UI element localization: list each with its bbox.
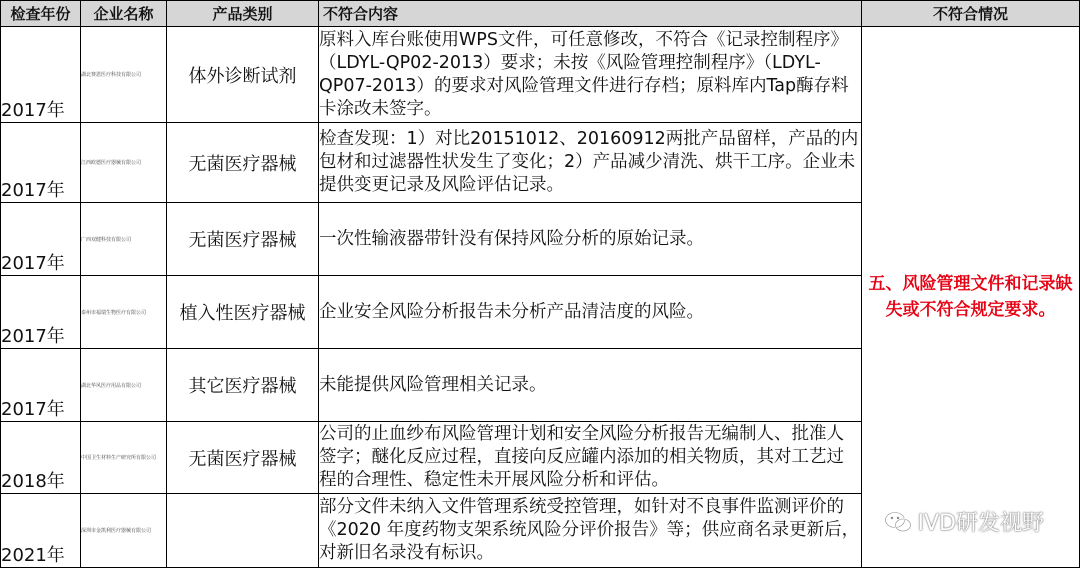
wechat-icon (884, 511, 912, 533)
content-cell: 未能提供风险管理相关记录。 (319, 349, 862, 422)
category-cell: 无菌医疗器械 (167, 123, 319, 203)
content-cell: 部分文件未纳入文件管理系统受控管理，如针对不良事件监测评价的《2020 年度药物支架系统风险分评价报告》等；供应商名录更新后，对新旧名录没有标识。 (319, 494, 862, 568)
content-cell: 原料入库台账使用WPS文件，可任意修改，不符合《记录控制程序》（LDYL-QP02-2013）要求；未按《风险管理控制程序》（LDYL-QP07-2013）的要求对风险管理文件进行存档；原料库内Tap酶存料卡涂改未签字。 (319, 27, 862, 123)
table-row (1, 27, 1080, 123)
header-year: 检查年份 (1, 1, 81, 27)
watermark (884, 506, 1044, 537)
year-cell: 2017年 (1, 349, 81, 422)
year-cell: 2017年 (1, 276, 81, 349)
watermark-text: IVD研发视野 (917, 511, 1044, 536)
company-cell: 江西欧德医疗器械有限公司 (81, 123, 167, 203)
category-cell: 无菌医疗器械 (167, 422, 319, 494)
category-cell: 无菌医疗器械 (167, 203, 319, 276)
year-cell: 2021年 (1, 494, 81, 568)
company-cell: 湖北华风医疗用品有限公司 (81, 349, 167, 422)
category-cell: 其它医疗器械 (167, 349, 319, 422)
category-cell: 体外诊断试剂 (167, 27, 319, 123)
year-cell: 2017年 (1, 123, 81, 203)
year-cell: 2018年 (1, 422, 81, 494)
company-cell: 中国卫生材料生产研究所有限公司 (81, 422, 167, 494)
year-cell: 2017年 (1, 203, 81, 276)
header-row (1, 1, 1080, 27)
header-situation: 不符合情况 (862, 1, 1080, 27)
situation-cell: 五、风险管理文件和记录缺失或不符合规定要求。 (862, 27, 1080, 568)
category-cell (167, 494, 319, 568)
company-cell: 湖北赛恩医疗科技有限公司 (81, 27, 167, 123)
year-cell: 2017年 (1, 27, 81, 123)
company-cell: 深圳市金凯利医疗器械有限公司 (81, 494, 167, 568)
content-cell: 一次性输液器带针没有保持风险分析的原始记录。 (319, 203, 862, 276)
content-cell: 检查发现：1）对比20151012、20160912两批产品留样，产品的内包材和过滤器性状发生了变化；2）产品减少清洗、烘干工序。企业未提供变更记录及风险评估记录。 (319, 123, 862, 203)
company-cell: 泰州市福瑞生物医疗有限公司 (81, 276, 167, 349)
category-cell: 植入性医疗器械 (167, 276, 319, 349)
header-category: 产品类别 (167, 1, 319, 27)
header-company: 企业名称 (81, 1, 167, 27)
content-cell: 企业安全风险分析报告未分析产品清洁度的风险。 (319, 276, 862, 349)
header-content: 不符合内容 (319, 1, 862, 27)
content-cell: 公司的止血纱布风险管理计划和安全风险分析报告无编制人、批准人签字；醚化反应过程，直接向反应罐内添加的相关物质，其对工艺过程的合理性、稳定性未开展风险分析和评估。 (319, 422, 862, 494)
company-cell: 广西双健科技有限公司 (81, 203, 167, 276)
